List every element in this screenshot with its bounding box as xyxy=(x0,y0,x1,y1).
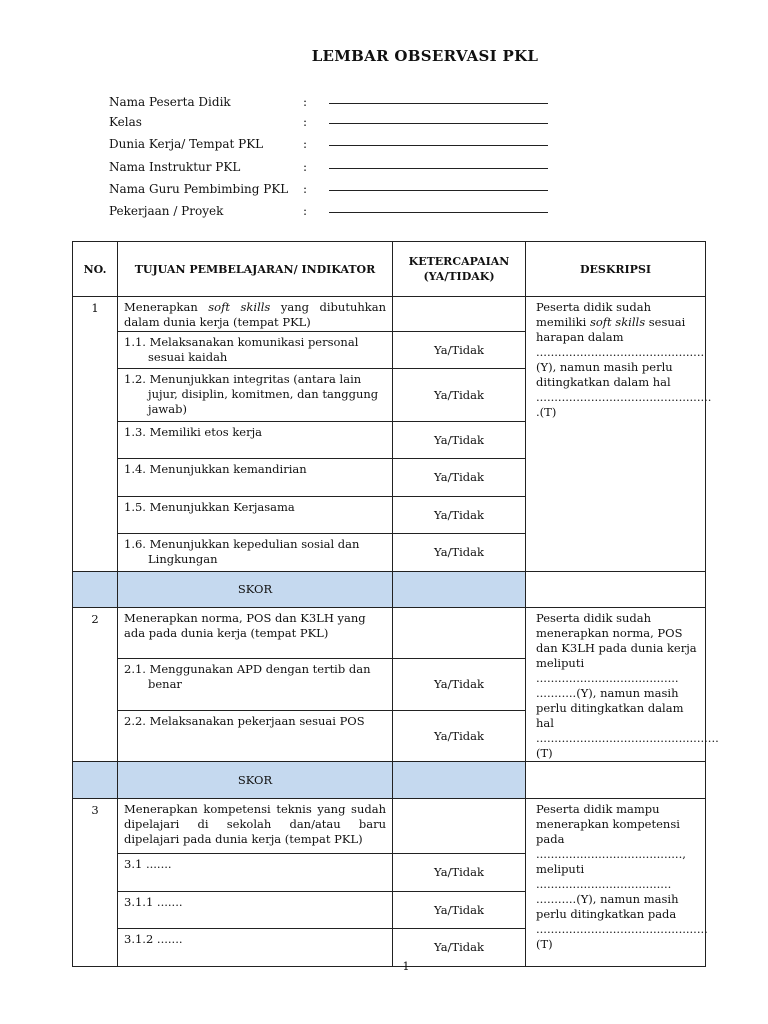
goal-text: Menerapkan kompetensi teknis yang sudah dipelajari di sekolah dan/atau baru dipelajari pada dunia kerja (tempat PKL) xyxy=(118,799,393,854)
table-header-row xyxy=(73,242,706,297)
goal-text: Menerapkan soft skills yang dibutuhkan dalam dunia kerja (tempat PKL) xyxy=(118,297,393,332)
achievement-value[interactable]: Ya/Tidak xyxy=(393,369,526,422)
indicator-text: 1.4. Menunjukkan kemandirian xyxy=(118,459,393,497)
fill-line[interactable] xyxy=(329,212,548,213)
identity-colon: : xyxy=(303,137,308,151)
achievement-value[interactable]: Ya/Tidak xyxy=(393,497,526,534)
indicator-text: 3.1.2 ....... xyxy=(118,929,393,967)
identity-colon: : xyxy=(303,182,308,196)
indicator-text: 3.1 ....... xyxy=(118,854,393,892)
achievement-value[interactable]: Ya/Tidak xyxy=(393,892,526,929)
observation-table xyxy=(72,241,719,967)
indicator-text: 2.2. Melaksanakan pekerjaan sesuai POS xyxy=(118,711,393,762)
identity-label: Nama Instruktur PKL xyxy=(109,160,241,174)
achievement-value[interactable]: Ya/Tidak xyxy=(393,658,526,710)
fill-line[interactable] xyxy=(329,168,548,169)
achievement-value[interactable]: Ya/Tidak xyxy=(393,929,526,967)
row-number: 1 xyxy=(73,297,118,572)
identity-label: Dunia Kerja/ Tempat PKL xyxy=(109,137,264,151)
fill-line[interactable] xyxy=(329,103,548,104)
indicator-text: 1.2. Menunjukkan integritas (antara lain jujur, disiplin, komitmen, dan tanggung jawab) xyxy=(118,369,393,422)
indicator-text: 3.1.1 ....... xyxy=(118,892,393,929)
identity-colon: : xyxy=(303,95,308,109)
achievement-cell[interactable] xyxy=(393,297,526,332)
achievement-cell[interactable] xyxy=(393,608,526,659)
achievement-value[interactable]: Ya/Tidak xyxy=(393,534,526,572)
indicator-text: 1.6. Menunjukkan kepedulian sosial dan Lingkungan xyxy=(118,534,393,572)
description-cell: Peserta didik mampu menerapkan kompetensi pada ........................................, meliputi ..................................... ...........(Y), namun masih perlu ditingkatkan pada ............................................... (T) xyxy=(526,799,706,967)
fill-line[interactable] xyxy=(329,145,548,146)
identity-colon: : xyxy=(303,204,308,218)
identity-label: Kelas xyxy=(109,115,142,129)
header-description: DESKRIPSI xyxy=(526,242,706,297)
indicator-text: 1.5. Menunjukkan Kerjasama xyxy=(118,497,393,534)
identity-colon: : xyxy=(303,115,308,129)
indicator-text: 2.1. Menggunakan APD dengan tertib dan benar xyxy=(118,658,393,710)
row-number: 2 xyxy=(73,608,118,762)
page-number: 1 xyxy=(402,960,410,973)
header-achievement xyxy=(393,242,526,297)
fill-line[interactable] xyxy=(329,190,548,191)
header-goal: TUJUAN PEMBELAJARAN/ INDIKATOR xyxy=(118,242,393,297)
identity-label: Nama Peserta Didik xyxy=(109,95,231,109)
indicator-text: 1.1. Melaksanakan komunikasi personal sesuai kaidah xyxy=(118,332,393,369)
header-achievement-line2: (YA/TIDAK) xyxy=(423,270,495,283)
score-row xyxy=(73,762,706,799)
score-cell[interactable] xyxy=(393,572,526,608)
identity-label: Pekerjaan / Proyek xyxy=(109,204,224,218)
identity-label: Nama Guru Pembimbing PKL xyxy=(109,182,289,196)
achievement-cell[interactable] xyxy=(393,799,526,854)
score-cell[interactable] xyxy=(393,762,526,799)
achievement-value[interactable]: Ya/Tidak xyxy=(393,854,526,892)
achievement-value[interactable]: Ya/Tidak xyxy=(393,332,526,369)
indicator-text: 1.3. Memiliki etos kerja xyxy=(118,422,393,459)
score-label: SKOR xyxy=(118,762,393,799)
identity-colon: : xyxy=(303,160,308,174)
achievement-value[interactable]: Ya/Tidak xyxy=(393,422,526,459)
goal-text: Menerapkan norma, POS dan K3LH yang ada pada dunia kerja (tempat PKL) xyxy=(118,608,393,659)
achievement-value[interactable]: Ya/Tidak xyxy=(393,711,526,762)
row-number: 3 xyxy=(73,799,118,967)
achievement-value[interactable]: Ya/Tidak xyxy=(393,459,526,497)
fill-line[interactable] xyxy=(329,123,548,124)
table-row xyxy=(73,608,706,659)
table-row xyxy=(73,297,706,332)
page-title: LEMBAR OBSERVASI PKL xyxy=(311,47,539,65)
table-row xyxy=(73,799,706,854)
score-row xyxy=(73,572,706,608)
header-no: NO. xyxy=(73,242,118,297)
description-cell: Peserta didik sudah memiliki soft skills sesuai harapan dalam ..............................................(Y), namun masih perlu ditingkatkan dalam hal ................................................ .(T) xyxy=(526,297,706,572)
header-achievement-line1: KETERCAPAIAN xyxy=(408,255,510,268)
description-cell: Peserta didik sudah menerapkan norma, POS dan K3LH pada dunia kerja meliputi ....................................... ...........(Y), namun masih perlu ditingkatkan dalam hal ..................................................(T) xyxy=(526,608,706,762)
score-label: SKOR xyxy=(118,572,393,608)
